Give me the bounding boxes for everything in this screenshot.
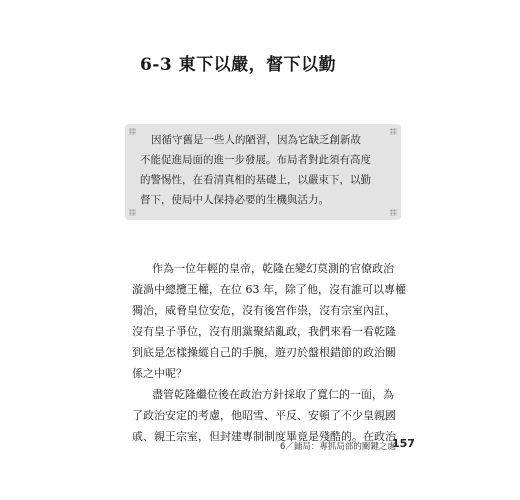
body-line: 盡管乾隆繼位後在政治方針採取了寬仁的一面，為 — [152, 388, 394, 401]
corner-ornament — [390, 209, 397, 216]
body-line: 獨治，威脅皇位安危，沒有後宮作祟，沒有宗室內訌， — [132, 304, 396, 317]
running-footer: 6／鋪局：專抓局部的關鍵之處 — [280, 442, 396, 452]
callout-line: 的警惕性，在看清真相的基礎上，以嚴束下，以勤 — [140, 174, 371, 186]
corner-ornament — [129, 209, 136, 216]
body-line: 到底是怎樣操縱自己的手腕，遊刃於盤根錯節的政治關 — [132, 346, 396, 359]
body-line: 係之中呢？ — [132, 367, 187, 380]
callout-line: 督下，使局中人保持必要的生機與活力。 — [140, 194, 329, 206]
section-title: 6-3 東下以嚴，督下以勤 — [140, 55, 337, 75]
body-line: 沒有皇子爭位，沒有朋黨聚結亂政，我們來看一看乾隆 — [132, 325, 396, 338]
callout-line: 不能促進局面的進一步發展。布局者對此須有高度 — [140, 154, 371, 166]
summary-callout — [125, 124, 401, 220]
callout-line: 因循守舊是一些人的陋習，因為它缺乏創新故 — [151, 134, 361, 146]
page-number: 157 — [392, 437, 415, 450]
body-line: 漩渦中總攬王權，在位 63 年，除了他，沒有誰可以專權 — [132, 283, 406, 296]
body-line: 作為一位年輕的皇帝，乾隆在變幻莫測的官僚政治 — [152, 262, 394, 275]
body-line: 了政治安定的考慮，他昭雪、平反、安頓了不少皇親國 — [132, 409, 396, 422]
body-line: 戚、親王宗室，但封建專制制度畢竟是殘酷的。在政治 — [132, 430, 396, 443]
